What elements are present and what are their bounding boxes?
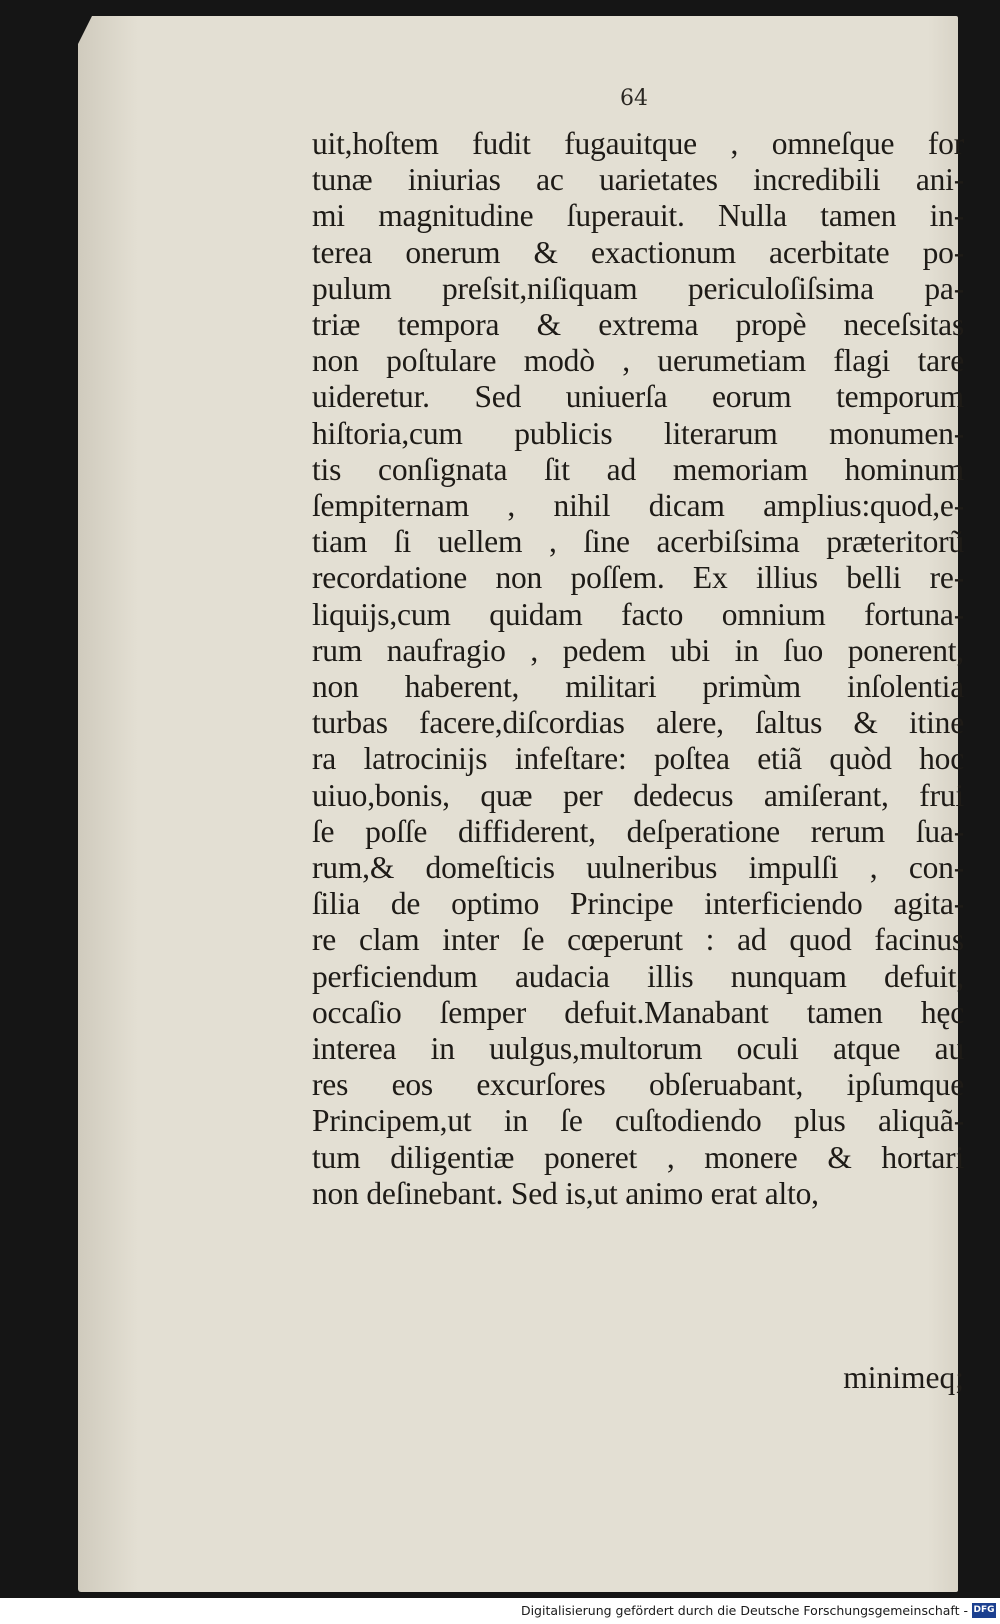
text-line: perficiendum audacia illis nunquam defuit, bbox=[312, 958, 964, 994]
text-line: ra latrocinijs infeſtare: poſtea etiã quòd hoc bbox=[312, 741, 964, 777]
text-line: mi magnitudine ſuperauit. Nulla tamen in- bbox=[312, 198, 964, 234]
text-line: terea onerum & exactionum acerbitate po- bbox=[312, 234, 964, 270]
text-line: non deſinebant. Sed is,ut animo erat alto, bbox=[312, 1175, 819, 1211]
text-line: tum diligentiæ poneret , monere & hortari bbox=[312, 1139, 964, 1175]
text-line: uit,hoſtem fudit fugauitque , omneſque for bbox=[312, 126, 964, 161]
text-line: ſilia de optimo Principe interficiendo agita- bbox=[312, 886, 964, 922]
dfg-logo: DFG bbox=[972, 1603, 996, 1618]
text-line: rum naufragio , pedem ubi in ſuo ponerent, bbox=[312, 632, 964, 668]
text-line: non poſtulare modò , uerumetiam flagi tare bbox=[312, 343, 964, 379]
text-line: interea in uulgus,multorum oculi atque au bbox=[312, 1031, 964, 1067]
text-line: hiſtoria,cum publicis literarum monumen- bbox=[312, 415, 964, 451]
footer-credit: Digitalisierung gefördert durch die Deutsche Forschungsgemeinschaft - bbox=[520, 1603, 968, 1618]
text-line: uiuo,bonis, quæ per dedecus amiſerant, frui bbox=[312, 777, 964, 813]
text-line: triæ tempora & extrema propè neceſsitas bbox=[312, 307, 964, 343]
text-line: liquijs,cum quidam facto omnium fortuna- bbox=[312, 596, 964, 632]
text-line: pulum preſsit,niſiquam periculoſiſsima pa- bbox=[312, 270, 964, 306]
text-line: re clam inter ſe cœperunt : ad quod facinus bbox=[312, 922, 964, 958]
page-corner-fold bbox=[78, 16, 92, 44]
text-line: tis conſignata ſit ad memoriam hominum bbox=[312, 451, 964, 487]
text-line: ſempiternam , nihil dicam amplius:quod,e- bbox=[312, 488, 964, 524]
text-line: Principem,ut in ſe cuſtodiendo plus aliquã- bbox=[312, 1103, 964, 1139]
text-line: ſe poſſe diffiderent, deſperatione rerum ſua- bbox=[312, 813, 964, 849]
text-line: tunæ iniurias ac uarietates incredibili ani- bbox=[312, 162, 964, 198]
text-line: rum,& domeſticis uulneribus impulſi , con- bbox=[312, 850, 964, 886]
catchword: minimeq; bbox=[843, 1360, 964, 1395]
text-line: res eos excurſores obſeruabant, ipſumque bbox=[312, 1067, 964, 1103]
body-text bbox=[312, 126, 964, 1212]
text-line: tiam ſi uellem , ſine acerbiſsima præteritorũ bbox=[312, 524, 964, 560]
text-line: occaſio ſemper defuit.Manabant tamen hęc bbox=[312, 994, 964, 1030]
text-line: uideretur. Sed uniuerſa eorum temporum bbox=[312, 379, 964, 415]
footer-bar bbox=[0, 1598, 1000, 1624]
text-line: turbas facere,diſcordias alere, ſaltus & itine bbox=[312, 705, 964, 741]
text-line: non haberent, militari primùm inſolentia bbox=[312, 669, 964, 705]
text-line: recordatione non poſſem. Ex illius belli re- bbox=[312, 560, 964, 596]
page-number: 64 bbox=[620, 86, 648, 111]
